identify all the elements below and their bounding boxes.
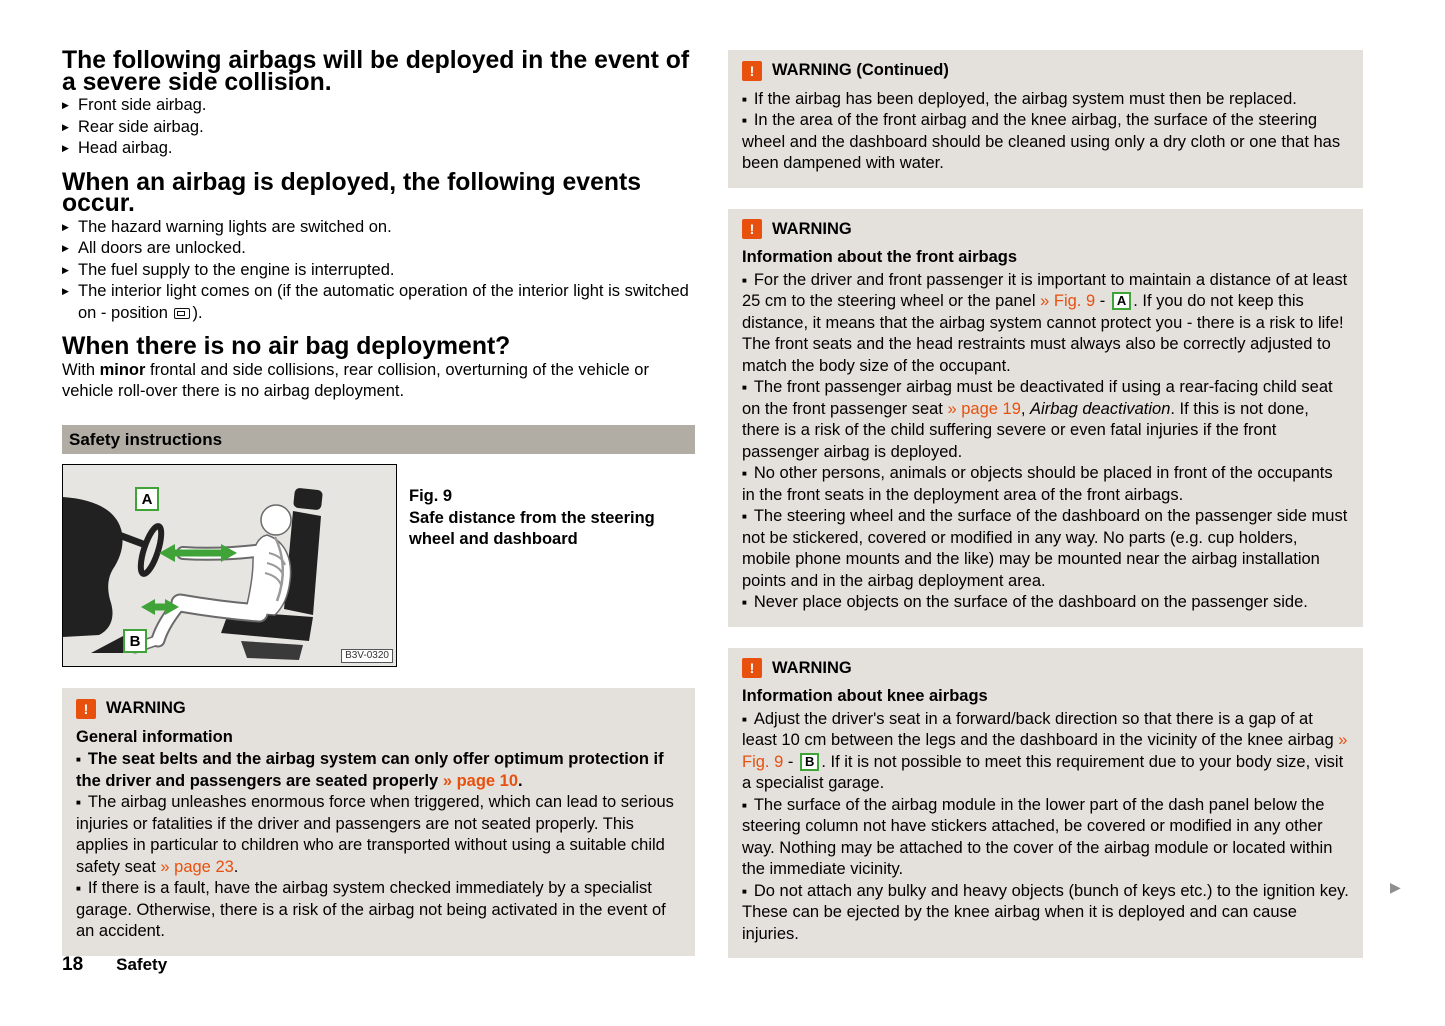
figure-number: Fig. 9 <box>409 487 453 505</box>
list-item <box>742 795 1349 881</box>
cross-reference-link[interactable]: » page 10 <box>442 771 519 790</box>
list-item-text <box>754 593 1308 611</box>
warning-title: WARNING (Continued) <box>772 61 949 79</box>
warning-icon: ! <box>742 61 762 81</box>
list-item-text <box>76 793 674 876</box>
warning-header <box>742 219 1349 241</box>
bullet-marker: ■ <box>742 469 747 478</box>
heading-no-deployment: When there is no air bag deployment? <box>62 333 511 360</box>
text-run: Never place objects on the surface of the dashboard on the passenger side. <box>753 593 1308 611</box>
list-item <box>62 260 695 282</box>
bullet-marker: ■ <box>76 798 81 807</box>
list-item-text <box>742 710 1347 793</box>
text-run: Adjust the driver's seat in a forward/back direction so that there is a gap of at least 10 cm between the legs and the dashboard in the vicinity of the knee airbag <box>742 709 1339 749</box>
list-item-text <box>78 95 695 117</box>
text-run: If the airbag has been deployed, the airbag system must then be replaced. <box>753 89 1297 108</box>
bullet-marker: ■ <box>742 116 747 125</box>
figure-label-b: B <box>123 629 147 653</box>
warning-items <box>742 270 1349 614</box>
bullet-marker: ■ <box>742 886 747 896</box>
cross-reference-link[interactable]: » Fig. 9 <box>742 731 1348 771</box>
bullet-marker: ▶ <box>62 243 69 253</box>
no-deployment-paragraph <box>62 360 695 403</box>
list-item-text <box>78 238 695 260</box>
bullet-marker: ■ <box>76 884 81 893</box>
text-run: . <box>518 771 523 790</box>
warning-icon: ! <box>742 219 762 239</box>
text-run: All doors are unlocked. <box>78 239 246 257</box>
seat-distance-illustration <box>63 465 396 666</box>
text-run: The hazard warning lights are switched on. <box>78 217 392 236</box>
figure-ref-letter: A <box>1112 292 1131 310</box>
bullet-marker: ■ <box>742 800 747 810</box>
warning-subtitle: Information about knee airbags <box>742 687 988 705</box>
text-run: ). <box>192 303 203 322</box>
list-item-text <box>754 90 1297 108</box>
list-item <box>742 506 1349 592</box>
warning-box-general <box>62 688 695 956</box>
list-item <box>742 89 1349 111</box>
section-header-label: Safety instructions <box>69 429 223 449</box>
list-item <box>742 881 1349 946</box>
list-item <box>742 463 1349 506</box>
list-item-text <box>76 750 664 790</box>
page-continuation-arrow: ▶ <box>1390 879 1401 895</box>
bullet-marker: ▶ <box>62 143 69 153</box>
warning-header <box>76 698 681 720</box>
heading-side-collision: The following airbags will be deployed in the event of a severe side collision. <box>62 47 690 96</box>
bullet-marker: ▶ <box>62 121 69 132</box>
warning-subtitle: Information about the front airbags <box>742 248 1017 266</box>
left-column <box>62 47 695 956</box>
bullet-marker: ■ <box>742 275 747 285</box>
warning-box-front-airbags <box>728 209 1363 627</box>
text-run: Airbag deactivation <box>1030 399 1171 418</box>
text-run: The surface of the airbag module in the lower part of the dash panel below the steering column not have stickers attached, be covered or modified in any other way. Nothing may be attached to the cover of the airbag module or located within the immediate vicinity. <box>742 795 1333 878</box>
list-item <box>742 592 1349 614</box>
list-item <box>62 238 695 260</box>
list-item <box>76 878 681 943</box>
figure-code: B3V-0320 <box>341 649 393 663</box>
warning-box-continued <box>728 50 1363 188</box>
cross-reference-link[interactable]: » page 19 <box>947 399 1021 418</box>
text-run: In the area of the front airbag and the knee airbag, the surface of the steering wheel and the dashboard should be cleaned using only a dry cloth or one that has been dampened with water. <box>742 111 1341 172</box>
warning-header <box>742 60 1349 82</box>
cross-reference-link[interactable]: » Fig. 9 <box>1040 292 1096 310</box>
warning-items <box>76 749 681 943</box>
list-item <box>76 792 681 878</box>
list-item-text <box>78 117 695 139</box>
warning-title: WARNING <box>106 699 186 717</box>
text-run: The airbag unleashes enormous force when triggered, which can lead to serious injuries or fatalities if the driver and passengers are not seated properly. This applies in particular to children who are transported without using a suitable child safety seat <box>76 793 674 876</box>
chapter-title: Safety <box>116 955 168 974</box>
bullet-marker: ▶ <box>62 264 69 275</box>
list-item-text <box>742 882 1349 943</box>
text-run: frontal and side collisions, rear collision, overturning of the vehicle or vehicle roll-over there is no airbag deployment. <box>62 360 649 400</box>
list-item <box>742 270 1349 378</box>
warning-title: WARNING <box>772 658 852 677</box>
text-run: The steering wheel and the surface of the dashboard on the passenger side must not be stickered, covered or modified in any way. No parts (e.g. cup holders, mobile phone mounts and the like) may be mounted near the airbag installation points and in the airbag deployment area. <box>742 507 1348 590</box>
text-run: - <box>783 752 798 771</box>
section-header-safety-instructions <box>62 425 695 455</box>
page-footer <box>62 954 167 976</box>
bullet-marker: ■ <box>742 383 747 392</box>
list-item-text <box>742 464 1333 504</box>
text-run: . If you do not keep this distance, it means that the airbag system cannot protect you - there is a risk to life! The front seats and the head restraints must always also be correctly adjusted to match the body size of the occupant. <box>742 292 1344 375</box>
list-item <box>62 281 695 324</box>
list-item-text <box>742 378 1333 461</box>
list-item-text <box>78 138 695 160</box>
figure-9 <box>62 464 695 667</box>
bullet-marker: ▶ <box>62 286 69 296</box>
text-run: - <box>1095 292 1110 310</box>
text-run: . <box>233 857 239 876</box>
list-item <box>62 138 695 160</box>
text-run: , <box>1020 399 1031 418</box>
list-item-text <box>78 281 695 324</box>
list-item <box>62 95 695 117</box>
text-run: Do not attach any bulky and heavy objects (bunch of keys etc.) to the ignition key. These can be ejected by the knee airbag when it is deployed and can cause injuries. <box>742 881 1349 943</box>
right-column <box>728 50 1363 958</box>
text-run: . If it is not possible to meet this requirement due to your body size, visit a specialist garage. <box>742 752 1344 792</box>
list-item-text <box>742 111 1340 172</box>
figure-image <box>62 464 397 667</box>
list-item-text <box>742 796 1332 879</box>
text-run: Rear side airbag. <box>78 117 204 136</box>
warning-title: WARNING <box>772 219 852 238</box>
warning-items <box>742 709 1349 946</box>
text-run: The interior light comes on (if the automatic operation of the interior light is switched on - position <box>78 282 689 322</box>
list-item <box>742 377 1349 463</box>
bullet-marker: ■ <box>76 755 81 764</box>
list-item <box>62 217 695 239</box>
list-item <box>742 110 1349 175</box>
warning-header <box>742 658 1349 680</box>
text-run: For the driver and front passenger it is important to maintain a distance of at least 25 cm to the steering wheel or the panel <box>742 270 1348 310</box>
figure-ref-letter: B <box>800 753 819 771</box>
text-run: The front passenger airbag must be deactivated if using a rear-facing child seat on the front passenger seat <box>742 378 1333 418</box>
text-run: minor <box>99 360 146 379</box>
list-item <box>76 749 681 792</box>
warning-subtitle: General information <box>76 727 233 746</box>
warning-icon: ! <box>742 658 762 678</box>
bullet-marker: ■ <box>742 714 747 724</box>
text-run: No other persons, animals or objects should be placed in front of the occupants in the front seats in the deployment area of the front airbags. <box>742 464 1333 504</box>
list-item-text <box>742 271 1347 375</box>
text-run: Front side airbag. <box>78 96 207 114</box>
page-number: 18 <box>62 954 84 975</box>
list-item <box>62 117 695 139</box>
bullet-marker: ■ <box>742 512 747 521</box>
side-airbag-list <box>62 95 695 160</box>
interior-light-switch-icon <box>174 308 190 319</box>
warning-items <box>742 89 1349 175</box>
warning-icon: ! <box>76 699 96 719</box>
figure-caption-text: Safe distance from the steering wheel and dashboard <box>409 508 655 548</box>
bullet-marker: ■ <box>742 94 747 104</box>
deployment-events-list <box>62 217 695 325</box>
text-run: If there is a fault, have the airbag system checked immediately by a specialist garage. Otherwise, there is a risk of the airbag not being activated in the event of an accident. <box>76 879 666 940</box>
list-item-text <box>742 507 1347 590</box>
list-item-text <box>78 260 695 282</box>
figure-label-a: A <box>135 487 159 511</box>
bullet-marker: ■ <box>742 598 747 607</box>
warning-box-knee-airbags <box>728 648 1363 959</box>
text-run: The seat belts and the airbag system can only offer optimum protection if the driver and passengers are seated properly <box>76 750 664 790</box>
bullet-marker: ▶ <box>62 221 69 232</box>
list-item <box>742 709 1349 795</box>
list-item-text <box>78 217 695 239</box>
cross-reference-link[interactable]: » page 23 <box>160 857 234 876</box>
heading-deployment-events: When an airbag is deployed, the following events occur. <box>62 168 641 217</box>
text-run: The fuel supply to the engine is interrupted. <box>78 260 395 279</box>
text-run: Head airbag. <box>78 139 173 157</box>
text-run: . If this is not done, there is a risk of the child suffering severe or even fatal injuries if the front passenger airbag is deployed. <box>742 399 1309 461</box>
text-run: With <box>62 360 100 379</box>
bullet-marker: ▶ <box>62 100 69 110</box>
list-item-text <box>76 879 666 940</box>
figure-caption <box>409 464 695 667</box>
